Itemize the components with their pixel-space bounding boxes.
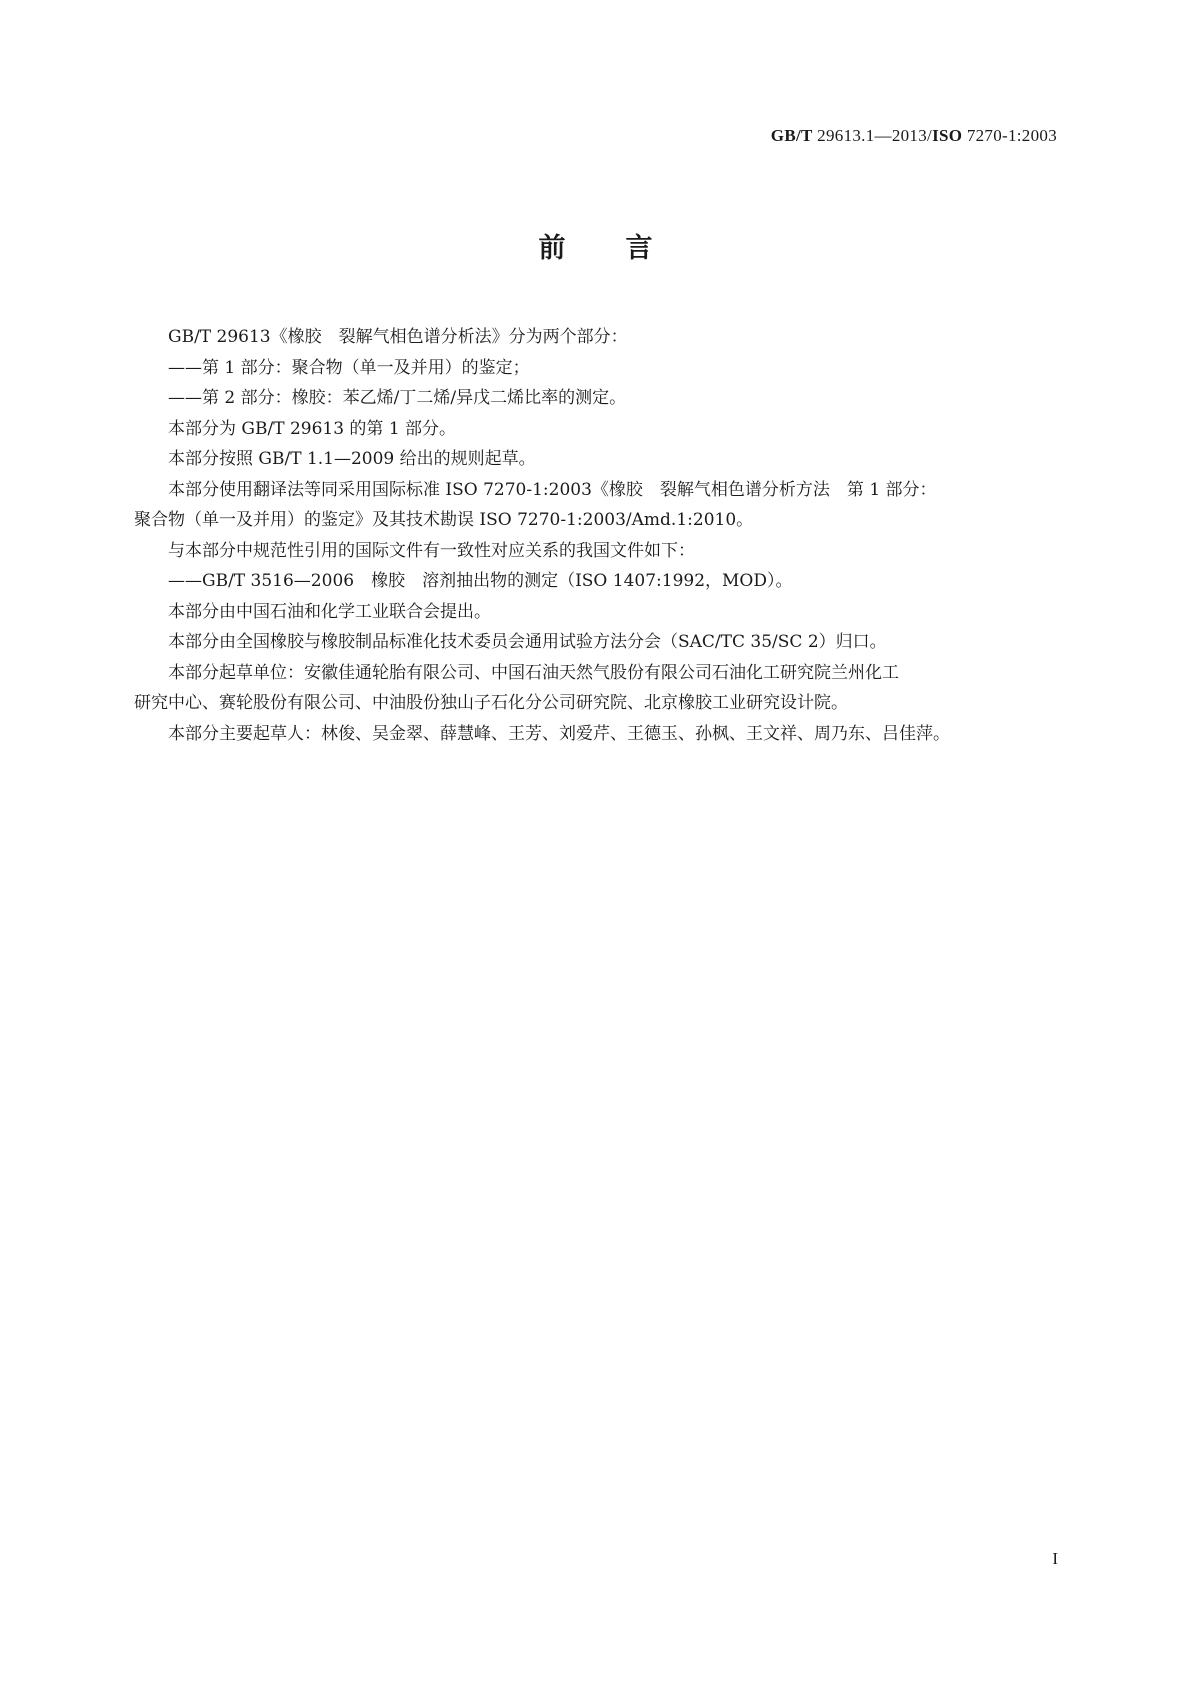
paragraph-proposed-by: 本部分由中国石油和化学工业联合会提出。 <box>168 601 491 622</box>
paragraph-normative-references: 与本部分中规范性引用的国际文件有一致性对应关系的我国文件如下： <box>168 540 695 561</box>
header-code-iso: ISO <box>932 126 963 145</box>
foreword-body <box>134 322 1056 749</box>
paragraph-drafting-rules: 本部分按照 GB/T 1.1—2009 给出的规则起草。 <box>168 449 536 469</box>
paragraph-intro: GB/T 29613《橡胶 裂解气相色谱分析法》分为两个部分： <box>168 327 628 347</box>
paragraph-drafting-units: 本部分起草单位：安徽佳通轮胎有限公司、中国石油天然气股份有限公司石油化工研究院兰州化工 <box>168 662 899 683</box>
paragraph-adoption: 本部分使用翻译法等同采用国际标准 ISO 7270-1:2003《橡胶 裂解气相色谱分析方法 第 1 部分： <box>168 479 937 500</box>
header-code-number: 29613.1—2013/ <box>812 126 933 145</box>
header-code-iso-number: 7270-1:2003 <box>962 126 1057 145</box>
paragraph-drafters: 本部分主要起草人：林俊、吴金翠、薛慧峰、王芳、刘爱芹、王德玉、孙枫、王文祥、周乃东、吕佳萍。 <box>168 723 950 744</box>
list-item-part-1: ——第 1 部分：聚合物（单一及并用）的鉴定； <box>168 357 530 378</box>
page-number: I <box>1052 1549 1058 1568</box>
page-title: 前言 <box>538 233 713 264</box>
header-code-gbt: GB/T <box>770 126 813 145</box>
standard-code-header <box>771 126 1057 146</box>
paragraph-responsible-committee: 本部分由全国橡胶与橡胶制品标准化技术委员会通用试验方法分会（SAC/TC 35/SC 2）归口。 <box>168 632 887 652</box>
list-item-part-2: ——第 2 部分：橡胶：苯乙烯/丁二烯/异戊二烯比率的测定。 <box>168 388 627 408</box>
paragraph-adoption-continued: 聚合物（单一及并用）的鉴定》及其技术勘误 ISO 7270-1:2003/Amd.1:2010。 <box>134 510 754 530</box>
list-item-reference: ——GB/T 3516—2006 橡胶 溶剂抽出物的测定（ISO 1407:1992，MOD）。 <box>168 571 793 591</box>
paragraph-drafting-units-continued: 研究中心、赛轮股份有限公司、中油股份独山子石化分公司研究院、北京橡胶工业研究设计院。 <box>134 693 848 713</box>
paragraph-part-statement: 本部分为 GB/T 29613 的第 1 部分。 <box>168 418 457 439</box>
